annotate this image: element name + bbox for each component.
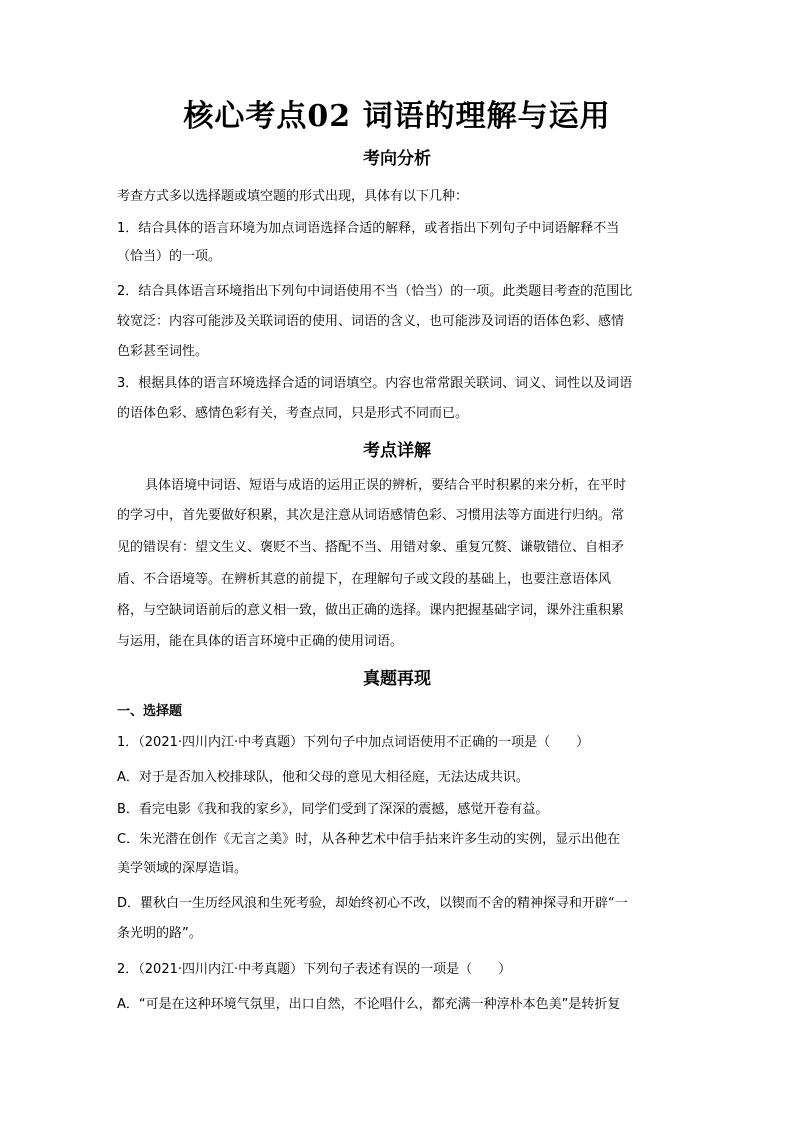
details-line: 的学习中，首先要做好积累，其次是注意从词语感情色彩、习惯用法等方面进行归纳。常 bbox=[117, 508, 625, 523]
section-heading-details: 考点详解 bbox=[363, 441, 431, 461]
analysis-line: 考查方式多以选择题或填空题的形式出现，具体有以下几种： bbox=[117, 189, 469, 204]
question-option: 美学领域的深厚造诣。 bbox=[117, 861, 248, 876]
question-type-heading: 一、选择题 bbox=[117, 704, 183, 719]
question-option: 条光明的路”。 bbox=[117, 926, 202, 941]
question-option: A．“可是在这种环境气氛里，出口自然，不论唱什么，都充满一种淳朴本色美”是转折复 bbox=[117, 997, 621, 1012]
details-line: 格，与空缺词语前后的意义相一致，做出正确的选择。课内把握基础字词，课外注重积累 bbox=[117, 603, 625, 618]
analysis-line: 3．根据具体的语言环境选择合适的词语填空。内容也常常跟关联词、词义、词性以及词语 bbox=[117, 376, 633, 391]
analysis-line: 色彩甚至词性。 bbox=[117, 344, 209, 359]
analysis-line: 1．结合具体的语言环境为加点词语选择合适的解释，或者指出下列句子中词语解释不当 bbox=[117, 221, 620, 236]
analysis-line: 的语体色彩、感情色彩有关，考查点同，只是形式不同而已。 bbox=[117, 406, 469, 421]
analysis-line: 较宽泛：内容可能涉及关联词语的使用、词语的含义，也可能涉及词语的语体色彩、感情 bbox=[117, 314, 625, 329]
section-heading-analysis: 考向分析 bbox=[363, 149, 431, 169]
question-option: D．瞿秋白一生历经风浪和生死考验，却始终初心不改，以锲而不舍的精神探寻和开辟“一 bbox=[117, 896, 628, 911]
details-line: 与运用，能在具体的语言环境中正确的使用词语。 bbox=[117, 634, 404, 649]
page-title: 核心考点02 词语的理解与运用 bbox=[183, 99, 611, 134]
details-line: 见的错误有：望文生义、褒贬不当、搭配不当、用错对象、重复冗赘、谦敬错位、自相矛 bbox=[117, 540, 625, 555]
analysis-line: （恰当）的一项。 bbox=[117, 249, 222, 264]
details-line: 盾、不合语境等。在辨析其意的前提下，在理解句子或文段的基础上，也要注意语体风 bbox=[117, 572, 612, 587]
question-stem: 1．（2021·四川内江·中考真题）下列句子中加点词语使用不正确的一项是（ ） bbox=[117, 735, 590, 750]
question-option: C．朱光潜在创作《无言之美》时，从各种艺术中信手拈来许多生动的实例，显示出他在 bbox=[117, 832, 621, 847]
section-heading-real-questions: 真题再现 bbox=[363, 669, 431, 689]
question-option: B．看完电影《我和我的家乡》，同学们受到了深深的震撼，感觉开卷有益。 bbox=[117, 802, 549, 817]
question-option: A．对于是否加入校排球队，他和父母的意见大相径庭，无法达成共识。 bbox=[117, 770, 529, 785]
question-stem: 2．（2021·四川内江·中考真题）下列句子表述有误的一项是（ ） bbox=[117, 962, 512, 977]
details-line: 具体语境中词语、短语与成语的运用正误的辨析，要结合平时积累的来分析，在平时 bbox=[145, 478, 627, 493]
analysis-line: 2．结合具体语言环境指出下列句中词语使用不当（恰当）的一项。此类题目考查的范围比 bbox=[117, 284, 633, 299]
